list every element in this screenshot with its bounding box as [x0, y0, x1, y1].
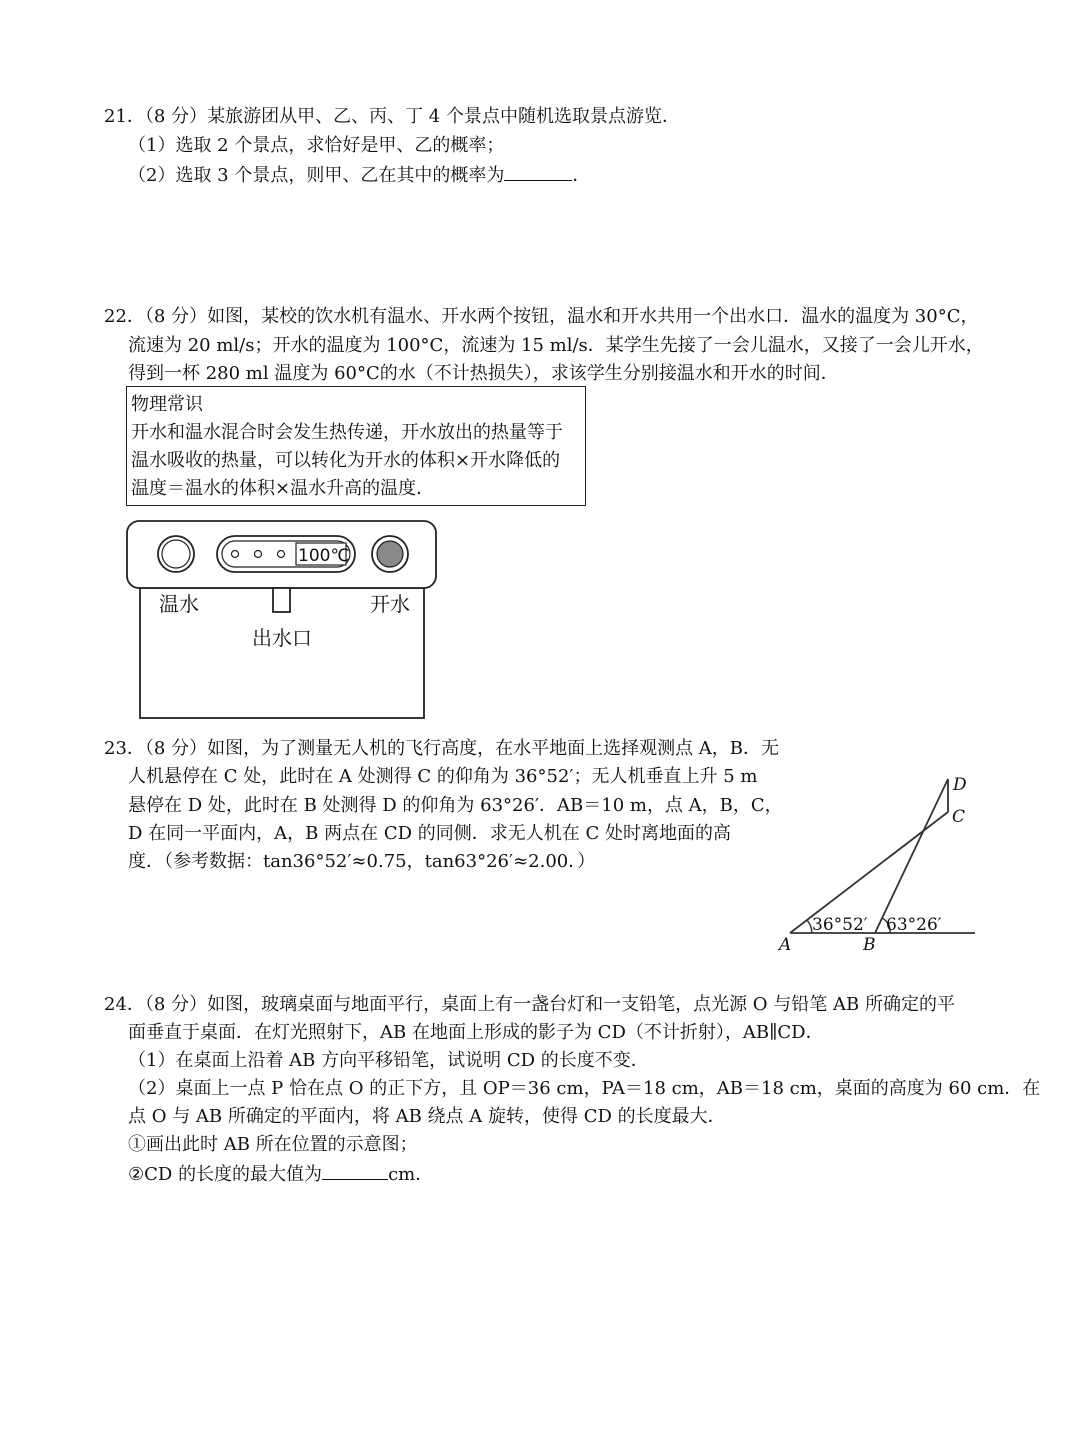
point-label-d: D	[953, 775, 967, 795]
physics-note-line-2: 温水吸收的热量，可以转化为开水的体积×开水降低的	[131, 450, 561, 471]
segment-bd	[875, 779, 948, 933]
q22-line-1: 22．（8 分）如图，某校的饮水机有温水、开水两个按钮，温水和开水共用一个出水口．温水的温度为 30°C，	[104, 306, 979, 327]
physics-note-title: 物理常识	[131, 394, 203, 415]
angle-label-a: 36°52′	[812, 915, 868, 935]
q24-line-4: （2）桌面上一点 P 恰在点 O 的正下方，且 OP＝36 cm，PA＝18 cm，AB＝18 cm，桌面的高度为 60 cm．在	[128, 1078, 1041, 1099]
q23-line-4: D 在同一平面内，A，B 两点在 CD 的同侧．求无人机在 C 处时离地面的高	[128, 823, 731, 844]
physics-note-line-3: 温度＝温水的体积×温水升高的温度．	[131, 478, 435, 499]
q24-line-5: 点 O 与 AB 所确定的平面内，将 AB 绕点 A 旋转，使得 CD 的长度最大．	[128, 1106, 726, 1127]
q21-line-3-end: ．	[572, 165, 591, 186]
label-outlet: 出水口	[252, 626, 312, 650]
answer-blank	[322, 1163, 388, 1180]
display-temperature: 100℃	[298, 546, 350, 566]
q24-line-3: （1）在桌面上沿着 AB 方向平移铅笔，试说明 CD 的长度不变．	[128, 1050, 649, 1071]
label-warm-water: 温水	[159, 592, 199, 616]
q24-line-6: ①画出此时 AB 所在位置的示意图；	[128, 1134, 418, 1155]
angle-label-b: 63°26′	[886, 915, 942, 935]
point-label-a: A	[779, 935, 792, 955]
q24-line-7-text: ②CD 的长度的最大值为	[128, 1164, 323, 1185]
point-label-b: B	[863, 935, 876, 955]
q24-line-7-end: cm．	[388, 1164, 434, 1185]
q24-line-7	[128, 1163, 433, 1186]
q21-line-1: 21．（8 分）某旅游团从甲、乙、丙、丁 4 个景点中随机选取景点游览．	[104, 106, 680, 127]
label-hot-water: 开水	[370, 592, 410, 616]
q23-line-3: 悬停在 D 处，此时在 B 处测得 D 的仰角为 63°26′．AB＝10 m，点 A，B，C，	[128, 795, 783, 816]
q21-line-2: （1）选取 2 个景点，求恰好是甲、乙的概率；	[128, 135, 505, 156]
q23-line-5: 度．（参考数据：tan36°52′≈0.75，tan63°26′≈2.00．）	[128, 851, 596, 872]
q24-line-2: 面垂直于桌面．在灯光照射下，AB 在地面上形成的影子为 CD（不计折射），AB∥CD．	[128, 1022, 824, 1043]
q22-line-2: 流速为 20 ml/s；开水的温度为 100°C，流速为 15 ml/s．某学生先接了一会儿温水，又接了一会儿开水，	[128, 335, 984, 356]
point-label-c: C	[952, 807, 966, 827]
q23-line-1: 23．（8 分）如图，为了测量无人机的飞行高度，在水平地面上选择观测点 A，B．无	[104, 738, 780, 759]
q22-line-3: 得到一杯 280 ml 温度为 60°C的水（不计热损失），求该学生分别接温水和开水的时间．	[128, 363, 839, 384]
q21-line-3-text: （2）选取 3 个景点，则甲、乙在其中的概率为	[128, 165, 505, 186]
q23-line-2: 人机悬停在 C 处，此时在 A 处测得 C 的仰角为 36°52′；无人机垂直上升 5 m	[128, 766, 758, 787]
physics-note-line-1: 开水和温水混合时会发生热传递，开水放出的热量等于	[131, 422, 563, 443]
q24-line-1: 24．（8 分）如图，玻璃桌面与地面平行，桌面上有一盏台灯和一支铅笔，点光源 O 与铅笔 AB 所确定的平	[104, 994, 955, 1015]
